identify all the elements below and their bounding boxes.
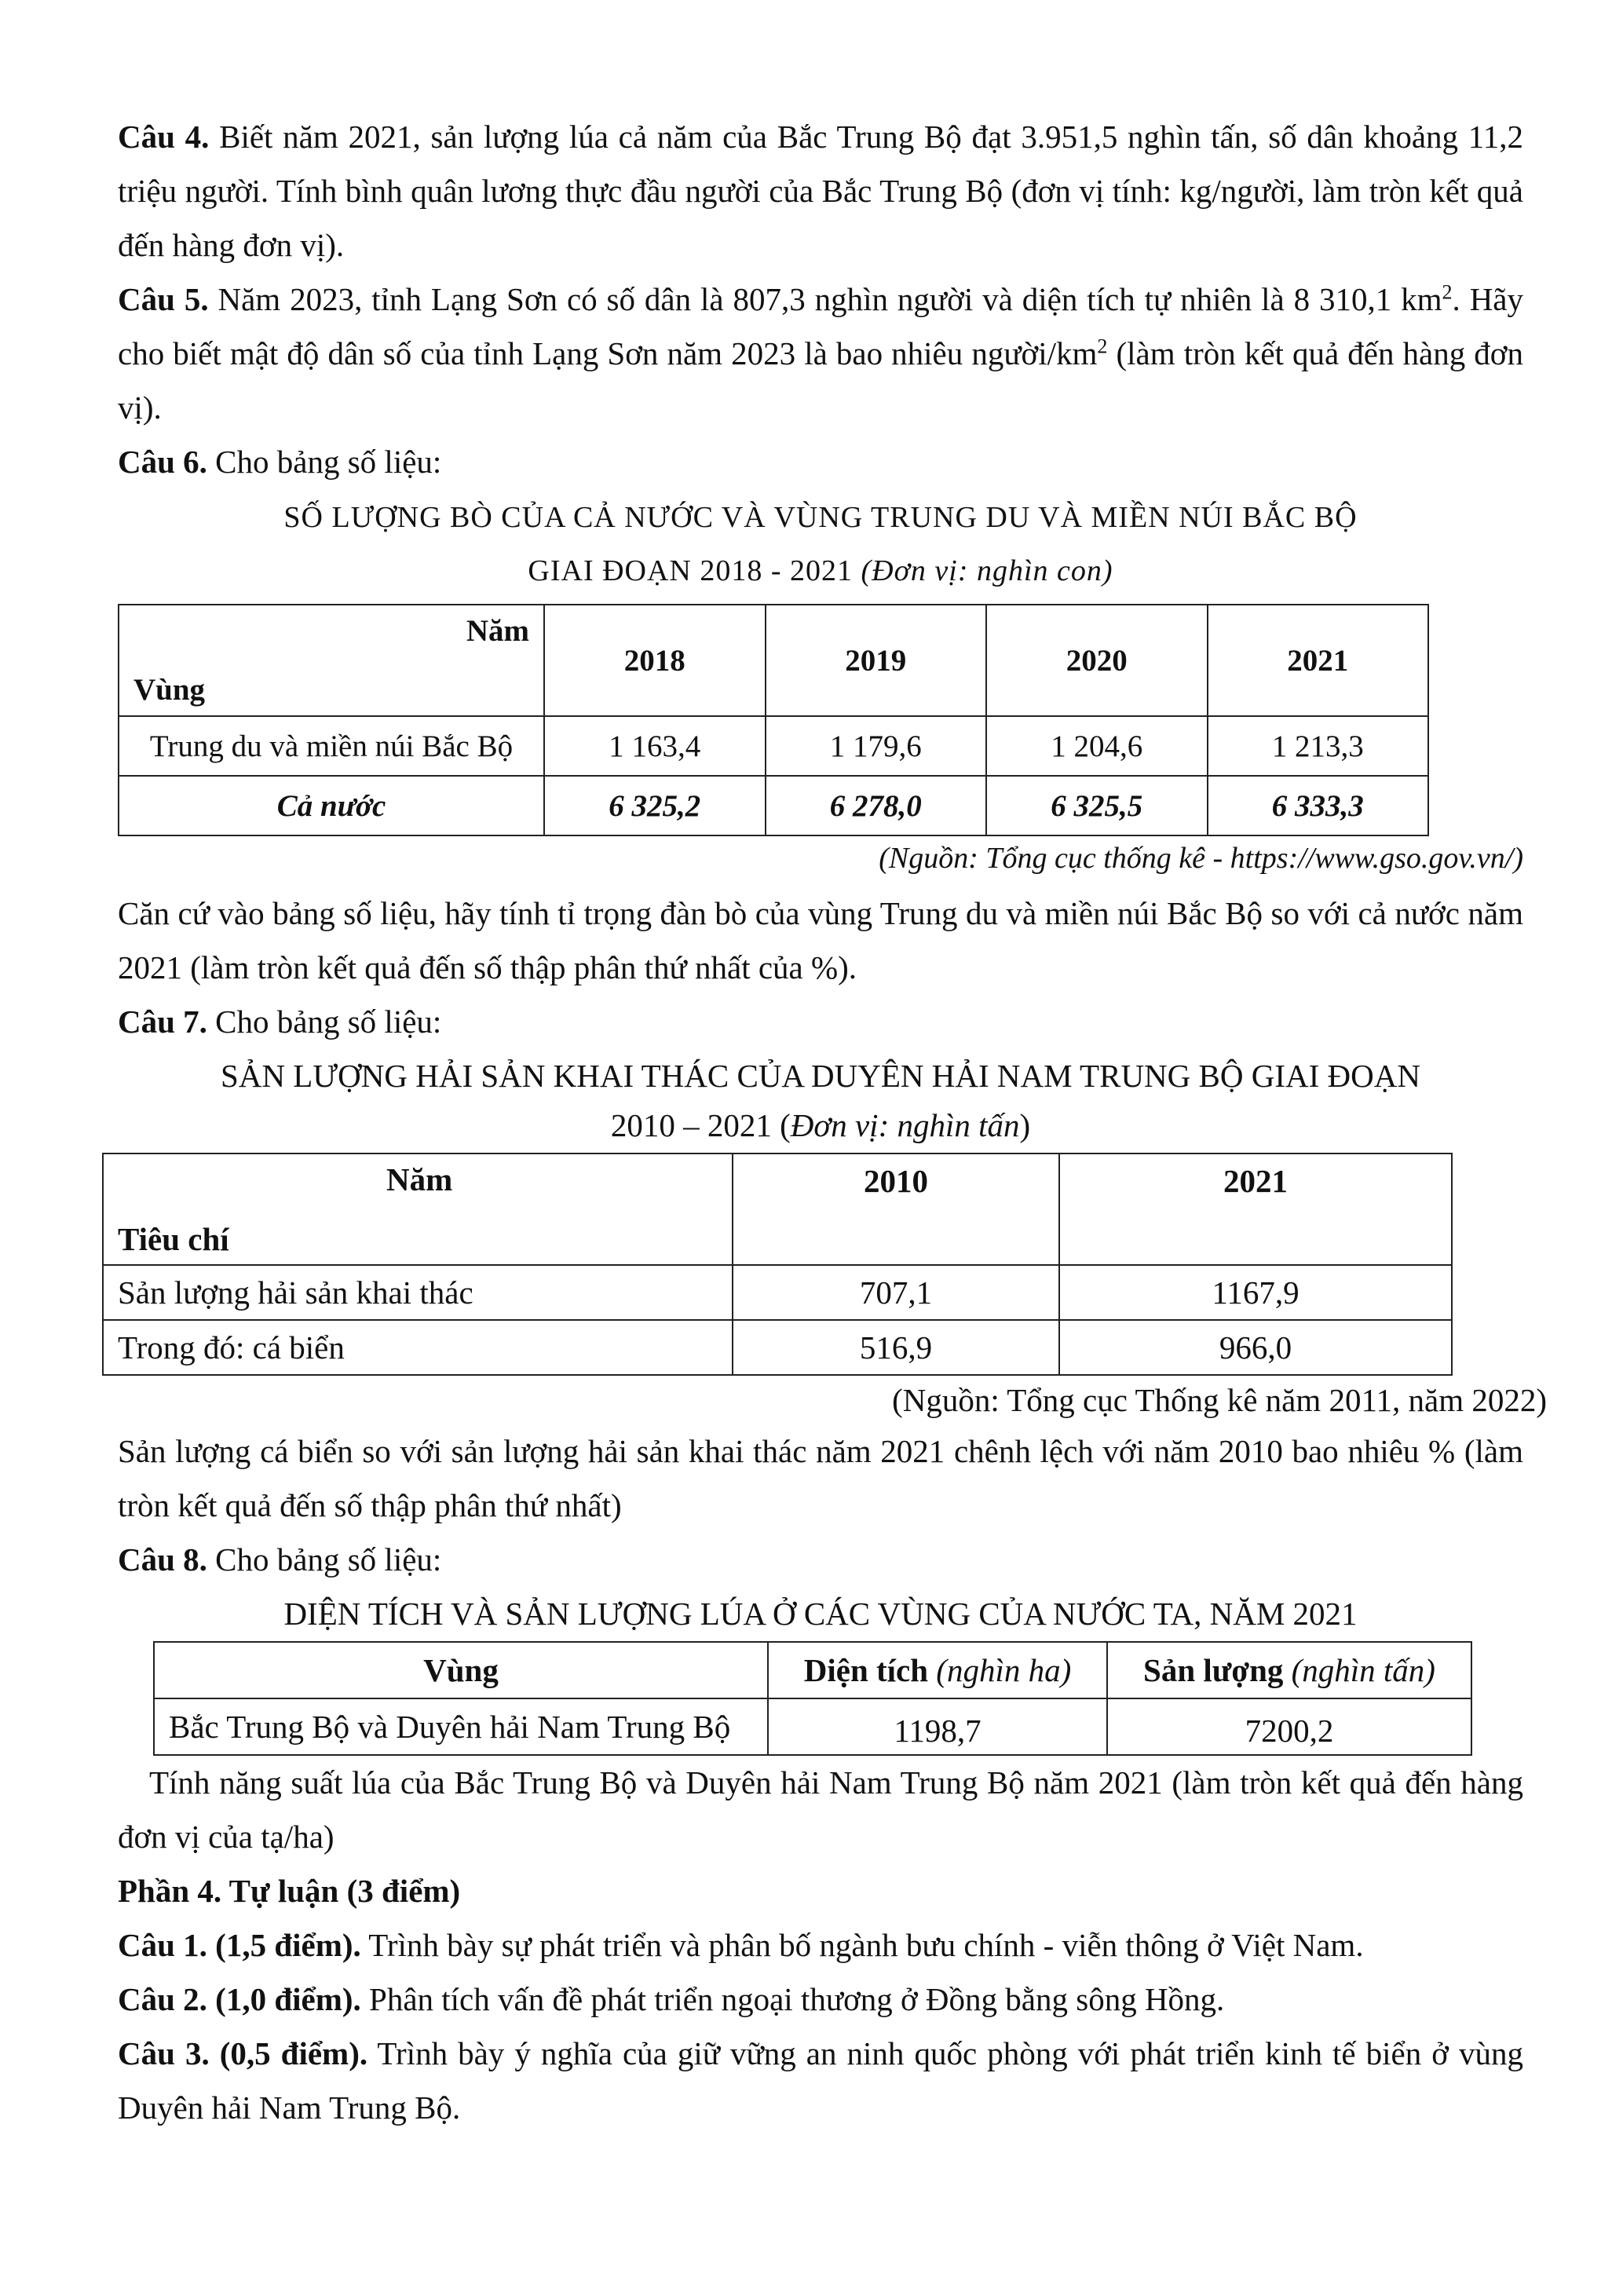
table-cell: 1 213,3 [1208,716,1429,776]
header-area-unit: (nghìn ha) [928,1652,1072,1688]
table-7-title: SẢN LƯỢNG HẢI SẢN KHAI THÁC CỦA DUYÊN HẢI NAM TRUNG BỘ GIAI ĐOẠN [221,1058,1420,1094]
superscript-2: 2 [1097,335,1108,358]
header-year: 2020 [986,605,1208,716]
essay-question-1-label: Câu 1. (1,5 điểm). [118,1927,361,1963]
question-7-text: Sản lượng cá biển so với sản lượng hải sản khai thác năm 2021 chênh lệch với năm 2010 bao nhiêu % (làm tròn kết quả đến số thập phân thứ nhất) [118,1433,1523,1523]
table-8-title: DIỆN TÍCH VÀ SẢN LƯỢNG LÚA Ở CÁC VÙNG CỦA NƯỚC TA, NĂM 2021 [283,1596,1358,1632]
row-label: Trung du và miền núi Bắc Bộ [119,716,544,776]
question-8-label: Câu 8. [118,1541,207,1578]
table-6-source: (Nguồn: Tổng cục thống kê - https://www.gso.gov.vn/) [879,842,1523,875]
header-year: 2021 [1208,605,1429,716]
question-4 [118,110,1523,272]
rice-table [153,1641,1472,1756]
question-5-label: Câu 5. [118,281,209,317]
header-criteria-label: Tiêu chí [118,1221,229,1257]
header-corner-cell [119,605,543,715]
question-6-label: Câu 6. [118,444,207,480]
header-year: 2021 [1059,1153,1452,1265]
table-cell: 1167,9 [1059,1265,1452,1320]
table-cell: 7200,2 [1107,1698,1471,1755]
header-year-label: Năm [386,1161,453,1197]
header-area [768,1642,1107,1698]
seafood-table [102,1153,1453,1376]
document-page [118,110,1547,2135]
table-7-unit: Đơn vị: nghìn tấn [790,1107,1020,1143]
table-6-subtitle [118,543,1523,599]
table-cell: 1 204,6 [986,716,1208,776]
question-7-intro [118,995,1523,1049]
essay-question-2-label: Câu 2. (1,0 điểm). [118,1981,361,2017]
table-cell: 966,0 [1059,1320,1452,1375]
header-output-unit: (nghìn tấn) [1283,1652,1435,1688]
essay-question-2-text: Phân tích vấn đề phát triển ngoại thương ở Đồng bằng sông Hồng. [360,1981,1225,2017]
essay-question-3-label: Câu 3. (0,5 điểm). [118,2035,368,2071]
header-region: Vùng [154,1642,768,1698]
superscript-2: 2 [1442,280,1453,304]
table-row [103,1265,1452,1320]
table-cell: 1 163,4 [544,716,766,776]
table-cell: 707,1 [733,1265,1059,1320]
question-7-label: Câu 7. [118,1004,207,1040]
header-corner-cell [104,1154,732,1264]
question-5 [118,272,1523,435]
essay-question-3-text: Trình bày ý nghĩa của giữ vững an ninh quốc phòng với phát triển kinh tế biển ở vùng Duyên hải Nam Trung Bộ. [118,2035,1524,2126]
header-year: 2018 [544,605,766,716]
table-header-corner [119,605,544,716]
header-region-label: Vùng [133,673,206,707]
cattle-table [118,604,1429,836]
header-year: 2019 [766,605,987,716]
header-year: 2010 [733,1153,1059,1265]
question-8-intro [118,1533,1523,1587]
row-label: Cả nước [119,776,544,835]
question-6-intro [118,435,1523,489]
question-5-text-b: . Hãy cho biết mật độ dân số của tỉnh Lạng Sơn năm 2023 là bao nhiêu người/km [118,281,1524,371]
header-output [1107,1642,1471,1698]
header-year-label: Năm [466,614,529,648]
question-4-label: Câu 4. [118,119,210,155]
header-area-label: Diện tích [803,1652,929,1688]
table-6-period: GIAI ĐOẠN 2018 - 2021 [528,554,854,587]
table-row [119,716,1428,776]
table-6-title: SỐ LƯỢNG BÒ CỦA CẢ NƯỚC VÀ VÙNG TRUNG DU VÀ MIỀN NÚI BẮC BỘ [283,501,1358,534]
part-4-heading: Phần 4. Tự luận (3 điểm) [118,1873,461,1909]
question-4-text: Biết năm 2021, sản lượng lúa cả năm của Bắc Trung Bộ đạt 3.951,5 nghìn tấn, số dân khoảng 11,2 triệu người. Tính bình quân lương thực đầu người của Bắc Trung Bộ (đơn vị tính: kg/người, làm tròn kết quả đến hàng đơn vị). [118,119,1523,263]
table-cell: 6 325,5 [986,776,1208,835]
row-label: Sản lượng hải sản khai thác [103,1265,733,1320]
table-header-corner [103,1153,733,1265]
table-cell: 516,9 [733,1320,1059,1375]
table-row [103,1320,1452,1375]
question-5-text-c: (làm tròn kết quả đến hàng đơn vị). [118,335,1523,426]
table-6-unit: (Đơn vị: nghìn con) [861,554,1113,587]
essay-question-1 [118,1918,1523,1972]
header-output-label: Sản lượng [1143,1652,1284,1688]
table-row [119,776,1428,835]
question-6-text: Căn cứ vào bảng số liệu, hãy tính tỉ trọng đàn bò của vùng Trung du và miền núi Bắc Bộ so với cả nước năm 2021 (làm tròn kết quả đến số thập phân thứ nhất của %). [118,895,1523,985]
question-8-text: Tính năng suất lúa của Bắc Trung Bộ và Duyên hải Nam Trung Bộ năm 2021 (làm tròn kết quả đến hàng đơn vị của tạ/ha) [118,1764,1523,1855]
row-label: Trong đó: cá biển [103,1320,733,1375]
question-7-intro-text: Cho bảng số liệu: [207,1004,442,1040]
question-6-intro-text: Cho bảng số liệu: [207,444,442,480]
essay-question-2 [118,1972,1523,2027]
table-cell: 1198,7 [768,1698,1107,1755]
table-7-paren: ) [1019,1107,1031,1143]
table-7-subtitle [118,1099,1523,1153]
essay-question-3 [118,2027,1523,2135]
table-cell: 6 333,3 [1208,776,1429,835]
table-cell: 6 278,0 [766,776,987,835]
question-8-intro-text: Cho bảng số liệu: [207,1541,442,1578]
essay-question-1-text: Trình bày sự phát triển và phân bố ngành bưu chính - viễn thông ở Việt Nam. [360,1927,1364,1963]
row-label: Bắc Trung Bộ và Duyên hải Nam Trung Bộ [154,1698,768,1755]
table-7-period: 2010 – 2021 ( [610,1107,791,1143]
table-cell: 1 179,6 [766,716,987,776]
table-7-source: (Nguồn: Tổng cục Thống kê năm 2011, năm 2022) [892,1382,1547,1418]
table-cell: 6 325,2 [544,776,766,835]
question-5-text-a: Năm 2023, tỉnh Lạng Sơn có số dân là 807,3 nghìn người và diện tích tự nhiên là 8 310,1 km [208,281,1442,317]
table-row [154,1698,1471,1755]
